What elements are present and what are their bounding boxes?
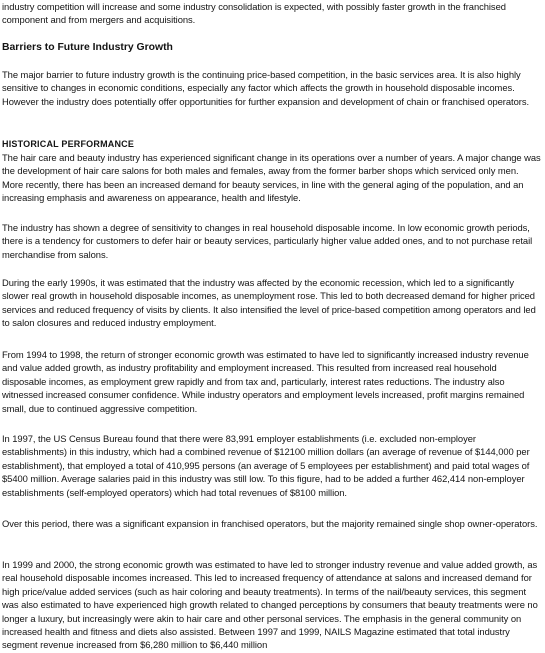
paragraph-sensitivity: The industry has shown a degree of sensitivity to changes in real household disposable income. In low economic growth periods, there is a tendency for customers to defer hair or beauty services, particularly higher value added ones, and to not purchase retail merchandise from salons. <box>2 222 533 260</box>
paragraph-industry-change: The hair care and beauty industry has experienced significant change in its operations over a number of years. A major change was the development of hair care salons for both males and females, away from the former barber shops which serviced only men. More recently, there has been an increased demand for beauty services, in line with the general aging of the population, and an increasing emphasis and awareness on appearance, health and lifestyle. <box>2 152 541 204</box>
paragraph-early-1990s: During the early 1990s, it was estimated that the industry was affected by the economic recession, which led to a significantly slower real growth in household disposable incomes, as unemployment rose. This led to both decreased demand for higher priced services and reduced frequency of visits by clients. It also intensified the level of price-based competition among operators and led to salon closures and reduced industry employment. <box>2 277 536 329</box>
heading-historical-performance: HISTORICAL PERFORMANCE <box>2 139 135 149</box>
paragraph-1999-2000: In 1999 and 2000, the strong economic growth was estimated to have led to stronger industry revenue and value added growth, as real household disposable incomes increased. This led to increased frequency of attendance at salons and increased demand for high price/value added services (such as hair coloring and beauty treatments). In terms of the nail/beauty services, this segment was also estimated to have experienced high growth related to changed perceptions by consumers that beauty treatments were no longer a luxury, but increasingly were akin to hair care and other personal services. The emphasis in the general community on increased health and fitness and diets also assisted. Between 1997 and 1999, NAILS Magazine estimated that total industry segment revenue increased from $6,280 million to $6,440 million <box>2 559 538 651</box>
paragraph-1997-census: In 1997, the US Census Bureau found that there were 83,991 employer establishments (i.e. excluded non-employer establishments) in this industry, which had a combined revenue of $12100 million dollars (an average of revenue of $144,000 per establishment), that employed a total of 410,995 persons (an average of 5 employees per establishment) and paid total wages of $5400 million. Average salaries paid in this industry was still low. To this figure, had to be added a further 462,414 non-employer establishments (self-employed operators) which had total revenues of $8100 million. <box>2 433 530 498</box>
heading-barriers: Barriers to Future Industry Growth <box>2 42 173 53</box>
paragraph-franchise-expansion: Over this period, there was a significant expansion in franchised operators, but the majority remained single shop owner-operators. <box>2 518 538 529</box>
intro-paragraph: industry competition will increase and some industry consolidation is expected, with possibly faster growth in the franchised component and from mergers and acquisitions. <box>2 1 506 26</box>
barriers-paragraph: The major barrier to future industry growth is the continuing price-based competition, in the basic services area. It is also highly sensitive to changes in economic conditions, especially any factor which affects the growth in household disposable incomes. However the industry does potentially offer opportunities for further expansion and development of chain or franchised operators. <box>2 69 530 107</box>
paragraph-1994-1998: From 1994 to 1998, the return of stronger economic growth was estimated to have led to significantly increased industry revenue and value added growth, as industry profitability and employment increased. This resulted from increased real household disposable incomes, as employment grew rapidly and from tax and, particularly, interest rates reductions. The industry also witnessed increased consumer confidence. While industry operators and employment levels increased, profit margins remained small, due to continued aggressive competition. <box>2 349 529 414</box>
